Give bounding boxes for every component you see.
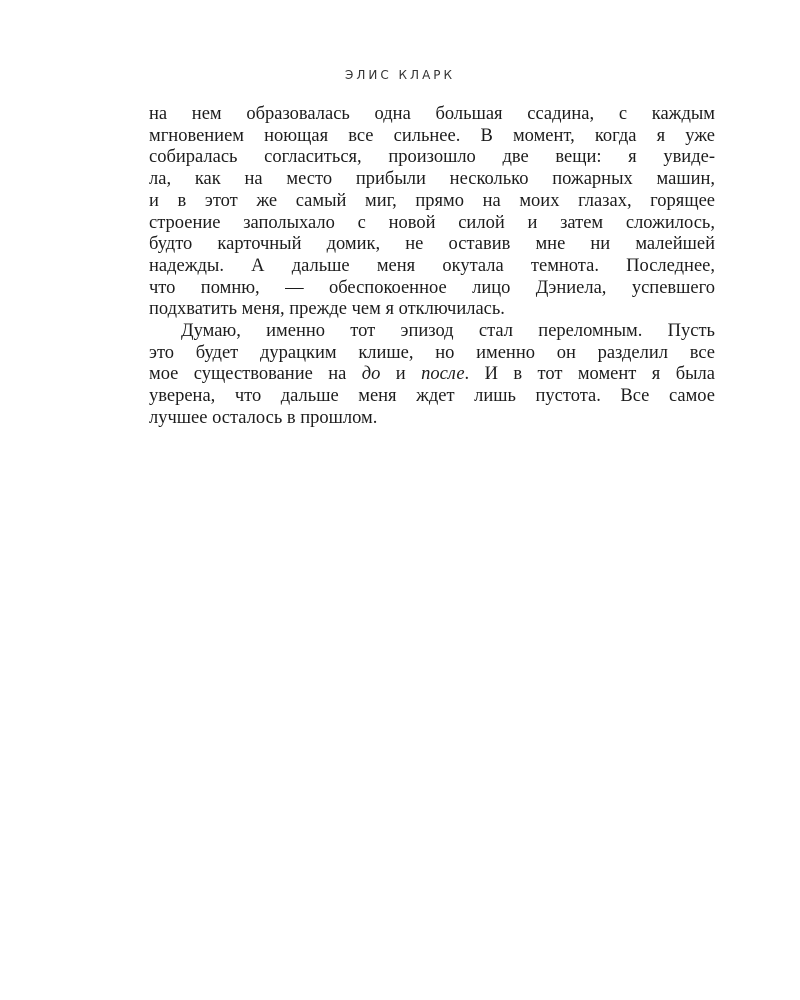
text-line: и в этот же самый миг, прямо на моих глазах, горящее [149, 190, 715, 211]
text-segment: . И в тот момент я была [464, 364, 715, 385]
text-line: ла, как на место прибыли несколько пожарных машин, [149, 169, 715, 190]
text-line: собиралась согласиться, произошло две вещи: я увиде- [149, 147, 715, 168]
body-text [149, 104, 715, 430]
emphasis-posle: после [421, 364, 465, 385]
text-line: уверена, что дальше меня ждет лишь пустота. Все самое [149, 386, 715, 407]
text-line: на нем образовалась одна большая ссадина, с каждым [149, 104, 715, 124]
text-line: мгновением ноющая все сильнее. В момент, когда я уже [149, 125, 715, 146]
running-header-author: ЭЛИС КЛАРК [344, 68, 456, 82]
emphasis-do: до [361, 364, 381, 385]
text-segment: мое существование на [149, 364, 362, 385]
text-segment: и [380, 364, 422, 385]
text-line: подхватить меня, прежде чем я отключилась. [149, 299, 505, 320]
text-line: надежды. А дальше меня окутала темнота. Последнее, [149, 255, 715, 276]
text-line: Думаю, именно тот эпизод стал переломным. Пусть [181, 321, 715, 342]
paragraph-1 [149, 104, 715, 321]
text-line: строение заполыхало с новой силой и затем сложилось, [149, 212, 715, 233]
text-line: будто карточный домик, не оставив мне ни малейшей [149, 234, 715, 255]
text-line: что помню, — обеспокоенное лицо Дэниела, успевшего [149, 277, 715, 298]
paragraph-2 [149, 321, 715, 430]
text-line-with-emphasis [149, 364, 715, 386]
text-line: лучшее осталось в прошлом. [149, 407, 378, 428]
text-line: это будет дурацким клише, но именно он разделил все [149, 342, 715, 363]
